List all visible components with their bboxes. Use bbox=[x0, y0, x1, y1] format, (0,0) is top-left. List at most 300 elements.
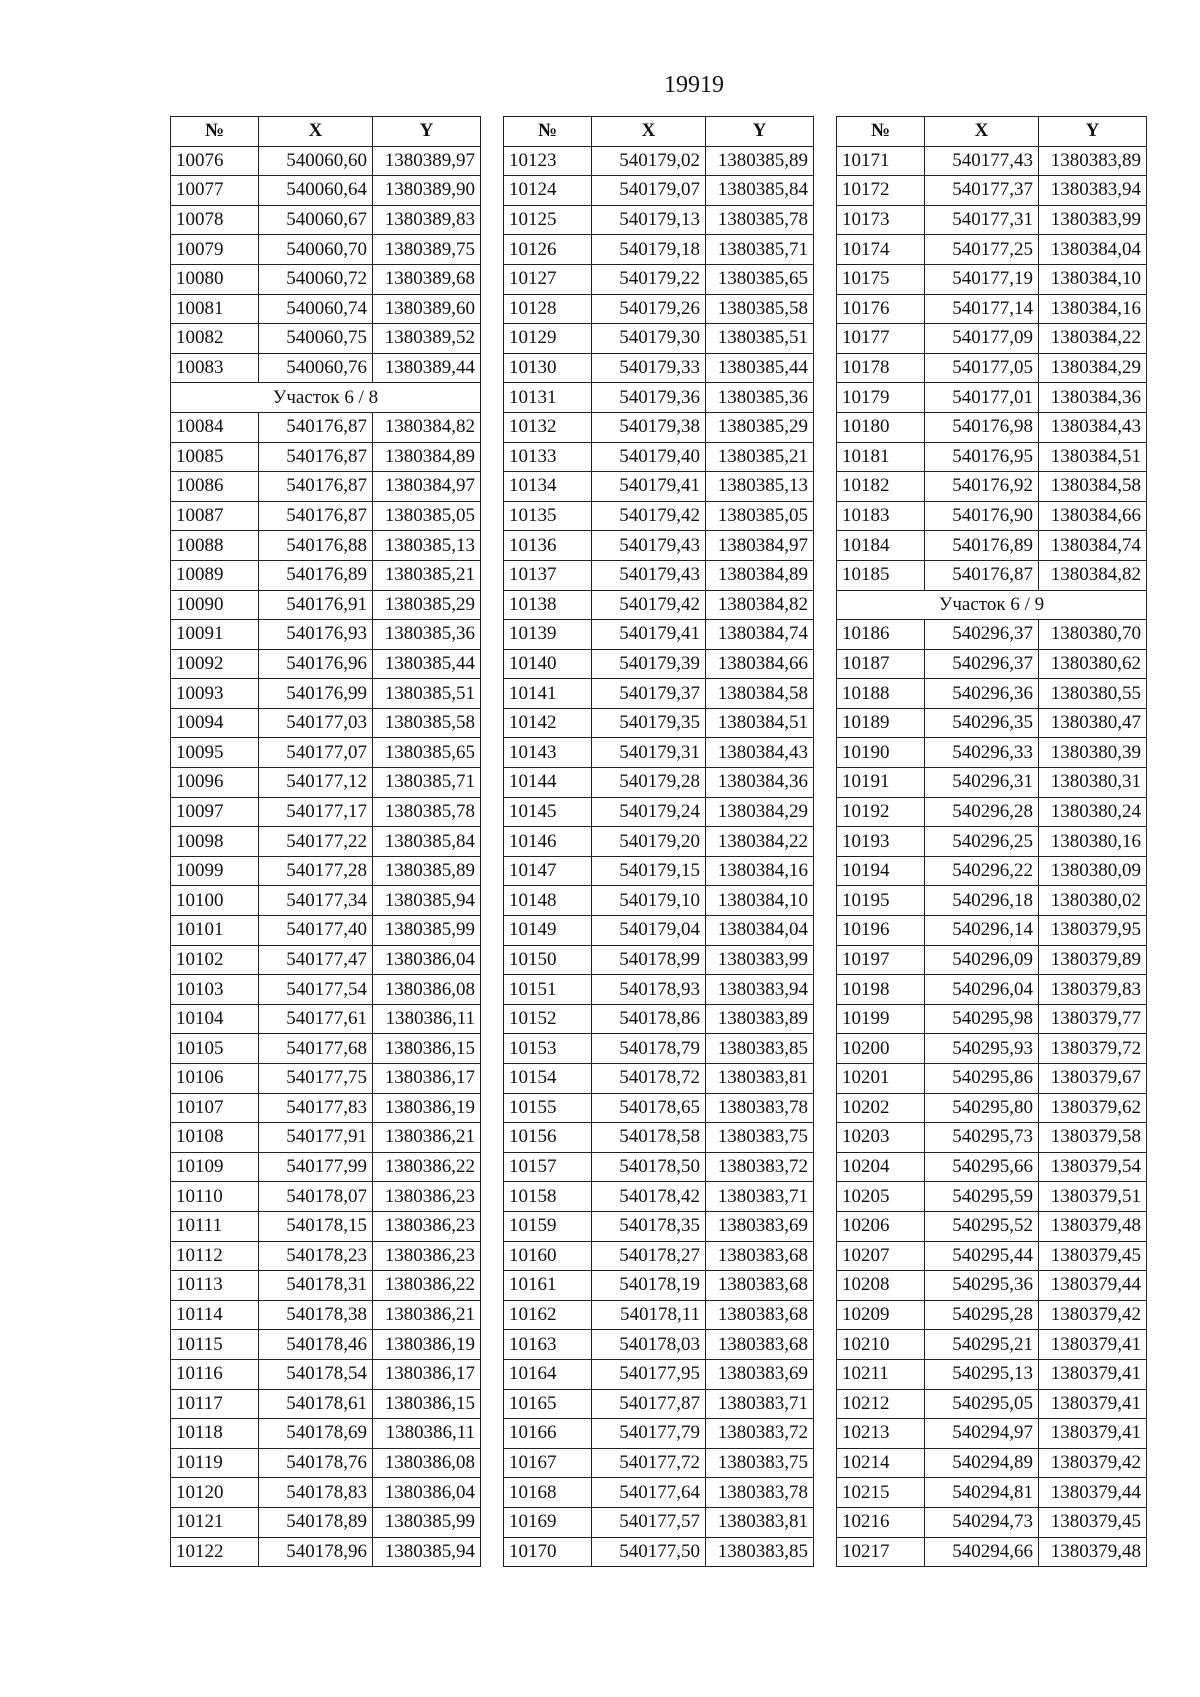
x-coordinate: 540176,96 bbox=[259, 649, 373, 679]
table-row bbox=[504, 649, 814, 679]
point-number: 10095 bbox=[171, 738, 259, 768]
table-row bbox=[171, 886, 481, 916]
y-coordinate: 1380384,10 bbox=[706, 886, 814, 916]
point-number: 10098 bbox=[171, 827, 259, 857]
x-coordinate: 540177,07 bbox=[259, 738, 373, 768]
y-coordinate: 1380385,84 bbox=[373, 827, 481, 857]
table-row bbox=[171, 442, 481, 472]
x-coordinate: 540178,58 bbox=[592, 1123, 706, 1153]
y-coordinate: 1380386,22 bbox=[373, 1271, 481, 1301]
y-coordinate: 1380389,83 bbox=[373, 205, 481, 235]
y-coordinate: 1380383,99 bbox=[1039, 205, 1147, 235]
y-coordinate: 1380386,04 bbox=[373, 945, 481, 975]
x-coordinate: 540176,95 bbox=[925, 442, 1039, 472]
point-number: 10201 bbox=[837, 1064, 925, 1094]
table-row bbox=[837, 856, 1147, 886]
x-coordinate: 540177,79 bbox=[592, 1419, 706, 1449]
table-row bbox=[837, 1507, 1147, 1537]
table-row bbox=[504, 768, 814, 798]
table-row bbox=[504, 975, 814, 1005]
point-number: 10177 bbox=[837, 324, 925, 354]
y-coordinate: 1380389,75 bbox=[373, 235, 481, 265]
x-coordinate: 540176,87 bbox=[259, 442, 373, 472]
table-row bbox=[504, 264, 814, 294]
y-coordinate: 1380383,94 bbox=[706, 975, 814, 1005]
y-coordinate: 1380379,44 bbox=[1039, 1271, 1147, 1301]
x-coordinate: 540296,33 bbox=[925, 738, 1039, 768]
coordinates-table-1 bbox=[170, 116, 481, 1567]
point-number: 10164 bbox=[504, 1359, 592, 1389]
x-coordinate: 540179,20 bbox=[592, 827, 706, 857]
point-number: 10085 bbox=[171, 442, 259, 472]
point-number: 10213 bbox=[837, 1419, 925, 1449]
point-number: 10130 bbox=[504, 353, 592, 383]
table-row bbox=[171, 176, 481, 206]
x-coordinate: 540177,87 bbox=[592, 1389, 706, 1419]
x-coordinate: 540296,37 bbox=[925, 620, 1039, 650]
x-coordinate: 540176,89 bbox=[259, 560, 373, 590]
y-coordinate: 1380384,29 bbox=[706, 797, 814, 827]
point-number: 10081 bbox=[171, 294, 259, 324]
table-row bbox=[837, 383, 1147, 413]
table-row bbox=[837, 1300, 1147, 1330]
x-coordinate: 540178,03 bbox=[592, 1330, 706, 1360]
point-number: 10150 bbox=[504, 945, 592, 975]
y-coordinate: 1380386,23 bbox=[373, 1211, 481, 1241]
table-row bbox=[504, 472, 814, 502]
y-coordinate: 1380385,99 bbox=[373, 916, 481, 946]
point-number: 10142 bbox=[504, 708, 592, 738]
header-x: X bbox=[259, 117, 373, 147]
point-number: 10125 bbox=[504, 205, 592, 235]
table-row bbox=[504, 1093, 814, 1123]
table-row bbox=[837, 1093, 1147, 1123]
point-number: 10153 bbox=[504, 1034, 592, 1064]
table-row bbox=[504, 1359, 814, 1389]
point-number: 10091 bbox=[171, 620, 259, 650]
x-coordinate: 540179,10 bbox=[592, 886, 706, 916]
table-row bbox=[504, 945, 814, 975]
x-coordinate: 540060,67 bbox=[259, 205, 373, 235]
y-coordinate: 1380384,97 bbox=[373, 472, 481, 502]
y-coordinate: 1380386,15 bbox=[373, 1034, 481, 1064]
x-coordinate: 540178,42 bbox=[592, 1182, 706, 1212]
x-coordinate: 540295,13 bbox=[925, 1359, 1039, 1389]
x-coordinate: 540178,76 bbox=[259, 1448, 373, 1478]
point-number: 10198 bbox=[837, 975, 925, 1005]
x-coordinate: 540177,03 bbox=[259, 708, 373, 738]
point-number: 10169 bbox=[504, 1507, 592, 1537]
point-number: 10123 bbox=[504, 146, 592, 176]
table-row bbox=[171, 1004, 481, 1034]
table-row bbox=[171, 472, 481, 502]
point-number: 10197 bbox=[837, 945, 925, 975]
y-coordinate: 1380380,70 bbox=[1039, 620, 1147, 650]
x-coordinate: 540177,12 bbox=[259, 768, 373, 798]
header-y: Y bbox=[373, 117, 481, 147]
point-number: 10133 bbox=[504, 442, 592, 472]
x-coordinate: 540178,96 bbox=[259, 1537, 373, 1567]
x-coordinate: 540296,04 bbox=[925, 975, 1039, 1005]
section-label: Участок 6 / 9 bbox=[837, 590, 1147, 620]
point-number: 10101 bbox=[171, 916, 259, 946]
x-coordinate: 540177,05 bbox=[925, 353, 1039, 383]
point-number: 10083 bbox=[171, 353, 259, 383]
x-coordinate: 540176,93 bbox=[259, 620, 373, 650]
y-coordinate: 1380379,51 bbox=[1039, 1182, 1147, 1212]
x-coordinate: 540177,17 bbox=[259, 797, 373, 827]
y-coordinate: 1380385,65 bbox=[373, 738, 481, 768]
point-number: 10194 bbox=[837, 856, 925, 886]
table-row bbox=[504, 1507, 814, 1537]
table-row bbox=[504, 176, 814, 206]
y-coordinate: 1380389,97 bbox=[373, 146, 481, 176]
y-coordinate: 1380383,69 bbox=[706, 1359, 814, 1389]
y-coordinate: 1380384,82 bbox=[373, 412, 481, 442]
point-number: 10180 bbox=[837, 412, 925, 442]
y-coordinate: 1380383,81 bbox=[706, 1507, 814, 1537]
table-row bbox=[171, 531, 481, 561]
y-coordinate: 1380384,58 bbox=[1039, 472, 1147, 502]
point-number: 10179 bbox=[837, 383, 925, 413]
y-coordinate: 1380385,58 bbox=[706, 294, 814, 324]
point-number: 10192 bbox=[837, 797, 925, 827]
point-number: 10157 bbox=[504, 1152, 592, 1182]
point-number: 10189 bbox=[837, 708, 925, 738]
x-coordinate: 540177,72 bbox=[592, 1448, 706, 1478]
y-coordinate: 1380383,85 bbox=[706, 1034, 814, 1064]
point-number: 10141 bbox=[504, 679, 592, 709]
coordinates-table-2 bbox=[503, 116, 814, 1567]
point-number: 10185 bbox=[837, 560, 925, 590]
y-coordinate: 1380379,95 bbox=[1039, 916, 1147, 946]
y-coordinate: 1380384,16 bbox=[706, 856, 814, 886]
point-number: 10100 bbox=[171, 886, 259, 916]
x-coordinate: 540296,31 bbox=[925, 768, 1039, 798]
x-coordinate: 540295,93 bbox=[925, 1034, 1039, 1064]
x-coordinate: 540295,66 bbox=[925, 1152, 1039, 1182]
table-row bbox=[504, 501, 814, 531]
x-coordinate: 540177,68 bbox=[259, 1034, 373, 1064]
x-coordinate: 540178,38 bbox=[259, 1300, 373, 1330]
table-row bbox=[504, 1389, 814, 1419]
y-coordinate: 1380380,62 bbox=[1039, 649, 1147, 679]
table-row bbox=[171, 1123, 481, 1153]
y-coordinate: 1380385,51 bbox=[373, 679, 481, 709]
table-row bbox=[837, 1241, 1147, 1271]
point-number: 10182 bbox=[837, 472, 925, 502]
table-row bbox=[171, 146, 481, 176]
x-coordinate: 540179,24 bbox=[592, 797, 706, 827]
table-row bbox=[504, 1419, 814, 1449]
x-coordinate: 540178,50 bbox=[592, 1152, 706, 1182]
y-coordinate: 1380389,68 bbox=[373, 264, 481, 294]
x-coordinate: 540179,31 bbox=[592, 738, 706, 768]
table-row bbox=[837, 1182, 1147, 1212]
y-coordinate: 1380386,23 bbox=[373, 1182, 481, 1212]
table-row bbox=[837, 146, 1147, 176]
x-coordinate: 540060,76 bbox=[259, 353, 373, 383]
point-number: 10148 bbox=[504, 886, 592, 916]
y-coordinate: 1380383,94 bbox=[1039, 176, 1147, 206]
table-row bbox=[504, 1537, 814, 1567]
y-coordinate: 1380379,44 bbox=[1039, 1478, 1147, 1508]
table-row bbox=[504, 1064, 814, 1094]
point-number: 10109 bbox=[171, 1152, 259, 1182]
y-coordinate: 1380383,68 bbox=[706, 1300, 814, 1330]
point-number: 10088 bbox=[171, 531, 259, 561]
table-row bbox=[171, 827, 481, 857]
x-coordinate: 540177,99 bbox=[259, 1152, 373, 1182]
y-coordinate: 1380379,42 bbox=[1039, 1448, 1147, 1478]
x-coordinate: 540178,46 bbox=[259, 1330, 373, 1360]
point-number: 10190 bbox=[837, 738, 925, 768]
table-row bbox=[837, 1271, 1147, 1301]
table-row bbox=[171, 1507, 481, 1537]
point-number: 10217 bbox=[837, 1537, 925, 1567]
table-row bbox=[837, 1064, 1147, 1094]
point-number: 10178 bbox=[837, 353, 925, 383]
x-coordinate: 540179,37 bbox=[592, 679, 706, 709]
section-row bbox=[837, 590, 1147, 620]
table-row bbox=[504, 916, 814, 946]
table-row bbox=[504, 1241, 814, 1271]
table-row bbox=[837, 412, 1147, 442]
coordinates-table-3 bbox=[836, 116, 1147, 1567]
y-coordinate: 1380386,17 bbox=[373, 1064, 481, 1094]
y-coordinate: 1380379,41 bbox=[1039, 1419, 1147, 1449]
y-coordinate: 1380383,75 bbox=[706, 1123, 814, 1153]
point-number: 10183 bbox=[837, 501, 925, 531]
point-number: 10170 bbox=[504, 1537, 592, 1567]
y-coordinate: 1380379,48 bbox=[1039, 1211, 1147, 1241]
x-coordinate: 540178,54 bbox=[259, 1359, 373, 1389]
point-number: 10176 bbox=[837, 294, 925, 324]
table-row bbox=[837, 1152, 1147, 1182]
x-coordinate: 540177,57 bbox=[592, 1507, 706, 1537]
table-row bbox=[837, 235, 1147, 265]
table-row bbox=[171, 1330, 481, 1360]
point-number: 10216 bbox=[837, 1507, 925, 1537]
x-coordinate: 540176,87 bbox=[259, 472, 373, 502]
table-row bbox=[837, 1359, 1147, 1389]
table-row bbox=[837, 945, 1147, 975]
x-coordinate: 540295,21 bbox=[925, 1330, 1039, 1360]
x-coordinate: 540177,40 bbox=[259, 916, 373, 946]
point-number: 10162 bbox=[504, 1300, 592, 1330]
point-number: 10093 bbox=[171, 679, 259, 709]
y-coordinate: 1380384,43 bbox=[1039, 412, 1147, 442]
point-number: 10184 bbox=[837, 531, 925, 561]
point-number: 10120 bbox=[171, 1478, 259, 1508]
table-row bbox=[504, 856, 814, 886]
table-row bbox=[837, 264, 1147, 294]
x-coordinate: 540294,81 bbox=[925, 1478, 1039, 1508]
point-number: 10151 bbox=[504, 975, 592, 1005]
point-number: 10207 bbox=[837, 1241, 925, 1271]
x-coordinate: 540178,89 bbox=[259, 1507, 373, 1537]
y-coordinate: 1380386,19 bbox=[373, 1330, 481, 1360]
table-row bbox=[171, 1034, 481, 1064]
x-coordinate: 540294,97 bbox=[925, 1419, 1039, 1449]
y-coordinate: 1380383,89 bbox=[706, 1004, 814, 1034]
x-coordinate: 540296,37 bbox=[925, 649, 1039, 679]
x-coordinate: 540060,64 bbox=[259, 176, 373, 206]
table-row bbox=[837, 679, 1147, 709]
x-coordinate: 540179,04 bbox=[592, 916, 706, 946]
point-number: 10160 bbox=[504, 1241, 592, 1271]
point-number: 10099 bbox=[171, 856, 259, 886]
x-coordinate: 540179,35 bbox=[592, 708, 706, 738]
y-coordinate: 1380383,69 bbox=[706, 1211, 814, 1241]
point-number: 10172 bbox=[837, 176, 925, 206]
point-number: 10097 bbox=[171, 797, 259, 827]
point-number: 10126 bbox=[504, 235, 592, 265]
y-coordinate: 1380384,04 bbox=[1039, 235, 1147, 265]
y-coordinate: 1380384,97 bbox=[706, 531, 814, 561]
x-coordinate: 540176,87 bbox=[259, 412, 373, 442]
table-row bbox=[171, 1389, 481, 1419]
y-coordinate: 1380380,31 bbox=[1039, 768, 1147, 798]
table-row bbox=[504, 708, 814, 738]
y-coordinate: 1380379,41 bbox=[1039, 1389, 1147, 1419]
x-coordinate: 540060,75 bbox=[259, 324, 373, 354]
x-coordinate: 540179,15 bbox=[592, 856, 706, 886]
table-row bbox=[171, 1211, 481, 1241]
x-coordinate: 540176,98 bbox=[925, 412, 1039, 442]
x-coordinate: 540178,15 bbox=[259, 1211, 373, 1241]
header-num: № bbox=[504, 117, 592, 147]
table-row bbox=[171, 945, 481, 975]
y-coordinate: 1380383,78 bbox=[706, 1478, 814, 1508]
y-coordinate: 1380383,81 bbox=[706, 1064, 814, 1094]
point-number: 10114 bbox=[171, 1300, 259, 1330]
x-coordinate: 540179,43 bbox=[592, 531, 706, 561]
point-number: 10112 bbox=[171, 1241, 259, 1271]
x-coordinate: 540178,19 bbox=[592, 1271, 706, 1301]
table-row bbox=[171, 1537, 481, 1567]
y-coordinate: 1380383,72 bbox=[706, 1152, 814, 1182]
point-number: 10199 bbox=[837, 1004, 925, 1034]
point-number: 10124 bbox=[504, 176, 592, 206]
y-coordinate: 1380379,45 bbox=[1039, 1241, 1147, 1271]
point-number: 10152 bbox=[504, 1004, 592, 1034]
x-coordinate: 540178,31 bbox=[259, 1271, 373, 1301]
y-coordinate: 1380389,52 bbox=[373, 324, 481, 354]
table-row bbox=[504, 620, 814, 650]
point-number: 10113 bbox=[171, 1271, 259, 1301]
table-row bbox=[837, 531, 1147, 561]
x-coordinate: 540179,41 bbox=[592, 620, 706, 650]
point-number: 10209 bbox=[837, 1300, 925, 1330]
point-number: 10200 bbox=[837, 1034, 925, 1064]
point-number: 10129 bbox=[504, 324, 592, 354]
table-row bbox=[504, 797, 814, 827]
table-row bbox=[837, 1211, 1147, 1241]
table-row bbox=[171, 738, 481, 768]
table-row bbox=[504, 1123, 814, 1153]
x-coordinate: 540178,79 bbox=[592, 1034, 706, 1064]
y-coordinate: 1380379,54 bbox=[1039, 1152, 1147, 1182]
point-number: 10195 bbox=[837, 886, 925, 916]
table-row bbox=[504, 294, 814, 324]
point-number: 10175 bbox=[837, 264, 925, 294]
point-number: 10149 bbox=[504, 916, 592, 946]
point-number: 10147 bbox=[504, 856, 592, 886]
x-coordinate: 540179,42 bbox=[592, 590, 706, 620]
point-number: 10080 bbox=[171, 264, 259, 294]
y-coordinate: 1380385,89 bbox=[373, 856, 481, 886]
y-coordinate: 1380384,58 bbox=[706, 679, 814, 709]
x-coordinate: 540178,27 bbox=[592, 1241, 706, 1271]
y-coordinate: 1380384,22 bbox=[706, 827, 814, 857]
table-row bbox=[837, 620, 1147, 650]
point-number: 10187 bbox=[837, 649, 925, 679]
y-coordinate: 1380383,68 bbox=[706, 1271, 814, 1301]
x-coordinate: 540178,86 bbox=[592, 1004, 706, 1034]
x-coordinate: 540296,09 bbox=[925, 945, 1039, 975]
y-coordinate: 1380385,29 bbox=[373, 590, 481, 620]
x-coordinate: 540177,83 bbox=[259, 1093, 373, 1123]
y-coordinate: 1380379,41 bbox=[1039, 1359, 1147, 1389]
x-coordinate: 540177,95 bbox=[592, 1359, 706, 1389]
x-coordinate: 540177,43 bbox=[925, 146, 1039, 176]
point-number: 10193 bbox=[837, 827, 925, 857]
point-number: 10168 bbox=[504, 1478, 592, 1508]
point-number: 10203 bbox=[837, 1123, 925, 1153]
point-number: 10116 bbox=[171, 1359, 259, 1389]
point-number: 10111 bbox=[171, 1211, 259, 1241]
x-coordinate: 540177,75 bbox=[259, 1064, 373, 1094]
table-row bbox=[837, 442, 1147, 472]
y-coordinate: 1380385,44 bbox=[373, 649, 481, 679]
y-coordinate: 1380385,99 bbox=[373, 1507, 481, 1537]
x-coordinate: 540179,22 bbox=[592, 264, 706, 294]
point-number: 10146 bbox=[504, 827, 592, 857]
point-number: 10087 bbox=[171, 501, 259, 531]
point-number: 10132 bbox=[504, 412, 592, 442]
table-row bbox=[171, 768, 481, 798]
y-coordinate: 1380386,11 bbox=[373, 1419, 481, 1449]
table-row bbox=[171, 797, 481, 827]
x-coordinate: 540177,01 bbox=[925, 383, 1039, 413]
y-coordinate: 1380380,02 bbox=[1039, 886, 1147, 916]
y-coordinate: 1380384,51 bbox=[1039, 442, 1147, 472]
y-coordinate: 1380385,94 bbox=[373, 886, 481, 916]
x-coordinate: 540060,72 bbox=[259, 264, 373, 294]
table-row bbox=[837, 649, 1147, 679]
table-row bbox=[504, 1330, 814, 1360]
table-row bbox=[837, 1478, 1147, 1508]
table-row bbox=[504, 205, 814, 235]
x-coordinate: 540178,65 bbox=[592, 1093, 706, 1123]
y-coordinate: 1380384,66 bbox=[1039, 501, 1147, 531]
table-row bbox=[171, 264, 481, 294]
x-coordinate: 540178,83 bbox=[259, 1478, 373, 1508]
x-coordinate: 540179,36 bbox=[592, 383, 706, 413]
y-coordinate: 1380386,21 bbox=[373, 1123, 481, 1153]
y-coordinate: 1380380,24 bbox=[1039, 797, 1147, 827]
y-coordinate: 1380380,39 bbox=[1039, 738, 1147, 768]
table-row bbox=[837, 1537, 1147, 1567]
y-coordinate: 1380379,83 bbox=[1039, 975, 1147, 1005]
table-row bbox=[837, 1419, 1147, 1449]
point-number: 10205 bbox=[837, 1182, 925, 1212]
point-number: 10122 bbox=[171, 1537, 259, 1567]
y-coordinate: 1380385,78 bbox=[373, 797, 481, 827]
point-number: 10210 bbox=[837, 1330, 925, 1360]
y-coordinate: 1380385,89 bbox=[706, 146, 814, 176]
